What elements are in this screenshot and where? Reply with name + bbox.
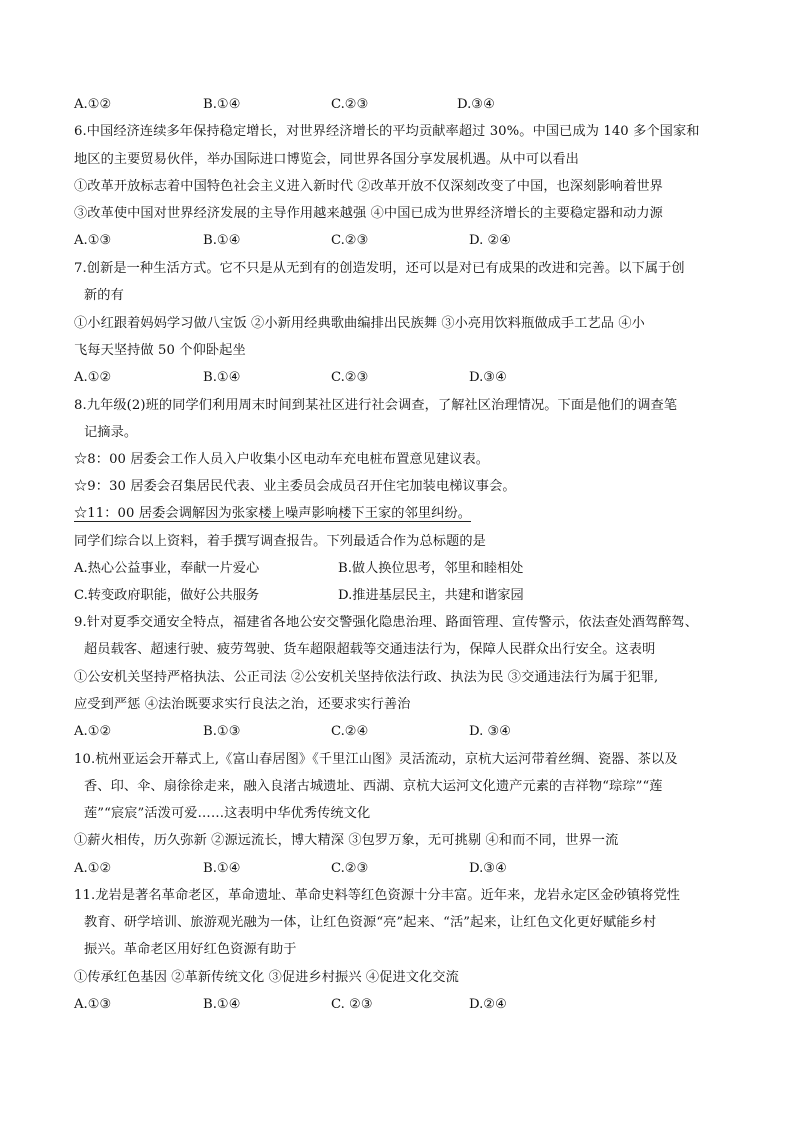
q7-option-b: B.①④ [203,370,241,385]
q5-option-c: C.②③ [331,97,369,112]
q5-option-a: A.①② [74,97,112,112]
q6-option-c: C.②③ [331,233,369,248]
q8-note-3-text: ☆11：00 居委会调解因为张家楼上噪声影响楼下王家的邻里纠纷。 [74,506,472,521]
q10-options [0,860,793,878]
q8-stem-line-1: 8.九年级(2)班的同学们利用周末时间到某社区进行社会调查，了解社区治理情况。下面是他们的调查笔 [74,398,678,413]
q10-option-d: D.③④ [469,861,507,876]
q6-item-line-2: ③改革使中国对世界经济发展的主导作用越来越强 ④中国已成为世界经济增长的主要稳定器和动力源 [74,206,663,221]
q11-stem-line-2: 教育、研学培训、旅游观光融为一体，让红色资源“亮”起来、“活”起来，让红色文化更好赋能乡村 [84,915,657,930]
q6-item-line-1: ①改革开放标志着中国特色社会主义进入新时代 ②改革开放不仅深刻改变了中国，也深刻影响着世界 [74,179,663,194]
q7-item-line-1: ①小红跟着妈妈学习做八宝饭 ②小新用经典歌曲编排出民族舞 ③小亮用饮料瓶做成手工艺品 ④小 [74,316,645,331]
q10-option-a: A.①② [74,861,112,876]
q11-option-a: A.①③ [74,997,112,1012]
q8-options-row-1 [0,560,793,578]
q8-option-b: B.做人换位思考，邻里和睦相处 [338,561,524,576]
q8-option-c: C.转变政府职能，做好公共服务 [74,588,260,603]
q11-stem-line-1: 11.龙岩是著名革命老区，革命遗址、革命史料等红色资源十分丰富。近年来，龙岩永定区金砂镇将党性 [74,888,680,903]
q7-options [0,369,793,387]
q11-option-d: D.②④ [469,997,507,1012]
q9-option-d: D. ③④ [469,724,512,739]
q9-item-line-2: 应受到严惩 ④法治既要求实行良法之治，还要求实行善治 [74,697,411,712]
q9-options [0,723,793,741]
q6-options [0,232,793,250]
q10-stem-line-3: 莲”“宸宸”活泼可爱……这表明中华优秀传统文化 [84,806,371,821]
q11-item-line-1: ①传承红色基因 ②革新传统文化 ③促进乡村振兴 ④促进文化交流 [74,970,459,985]
q8-note-2: ☆9：30 居委会召集居民代表、业主委员会成员召开住宅加装电梯议事会。 [74,479,516,494]
q10-stem-line-2: 香、印、伞、扇徐徐走来，融入良渚古城遗址、西湖、京杭大运河文化遗产元素的吉祥物“琮琮”“莲 [84,779,663,794]
q8-option-d: D.推进基层民主，共建和谐家园 [338,588,524,603]
q9-item-line-1: ①公安机关坚持严格执法、公正司法 ②公安机关坚持依法行政、执法为民 ③交通违法行为属于犯罪, [74,670,659,685]
q7-stem-line-2: 新的有 [84,288,124,303]
q9-option-a: A.①② [74,724,112,739]
q9-option-b: B.①③ [203,724,241,739]
q7-option-d: D.③④ [469,370,507,385]
q11-options [0,996,793,1014]
q6-stem-line-2: 地区的主要贸易伙伴，举办国际进口博览会，同世界各国分享发展机遇。从中可以看出 [74,152,579,167]
q7-item-line-2: 飞每天坚持做 50 个仰卧起坐 [74,343,246,358]
q7-option-c: C.②③ [331,370,369,385]
q10-item-line-1: ①薪火相传，历久弥新 ②源远流长，博大精深 ③包罗万象，无可挑剔 ④和而不同，世界一流 [74,833,619,848]
q9-option-c: C.②④ [331,724,369,739]
q10-option-c: C.②③ [331,861,369,876]
q9-stem-line-2: 超员载客、超速行驶、疲劳驾驶、货车超限超载等交通违法行为，保障人民群众出行安全。这表明 [84,642,656,657]
q10-option-b: B.①④ [203,861,241,876]
q9-stem-line-1: 9.针对夏季交通安全特点，福建省各地公安交警强化隐患治理、路面管理、宣传警示，依法查处酒驾醉驾、 [74,615,699,630]
q5-option-b: B.①④ [203,97,241,112]
q5-options [0,96,793,114]
q8-option-a: A.热心公益事业，奉献一片爱心 [74,561,260,576]
q8-note-3 [74,505,471,523]
q8-options-row-2 [0,587,793,605]
q5-option-d: D.③④ [457,97,495,112]
q8-stem-line-3: 同学们综合以上资料，着手撰写调查报告。下列最适合作为总标题的是 [74,534,486,549]
q7-stem-line-1: 7.创新是一种生活方式。它不只是从无到有的创造发明，还可以是对已有成果的改进和完善。以下属于创 [74,261,685,276]
q11-option-b: B.①④ [203,997,241,1012]
q6-option-a: A.①③ [74,233,112,248]
q8-stem-line-2: 记摘录。 [84,425,138,440]
q11-stem-line-3: 振兴。革命老区用好红色资源有助于 [84,942,297,957]
q6-option-d: D. ②④ [469,233,512,248]
q6-stem-line-1: 6.中国经济连续多年保持稳定增长，对世界经济增长的平均贡献率超过 30%。中国已成为 140 多个国家和 [74,124,700,139]
q7-option-a: A.①② [74,370,112,385]
q8-note-1: ☆8：00 居委会工作人员入户收集小区电动车充电桩布置意见建议表。 [74,452,490,467]
q6-option-b: B.①④ [203,233,241,248]
q10-stem-line-1: 10.杭州亚运会开幕式上,《富山春居图》《千里江山图》灵活流动，京杭大运河带着丝绸、瓷器、茶以及 [74,752,678,767]
q11-option-c: C. ②③ [331,997,373,1012]
